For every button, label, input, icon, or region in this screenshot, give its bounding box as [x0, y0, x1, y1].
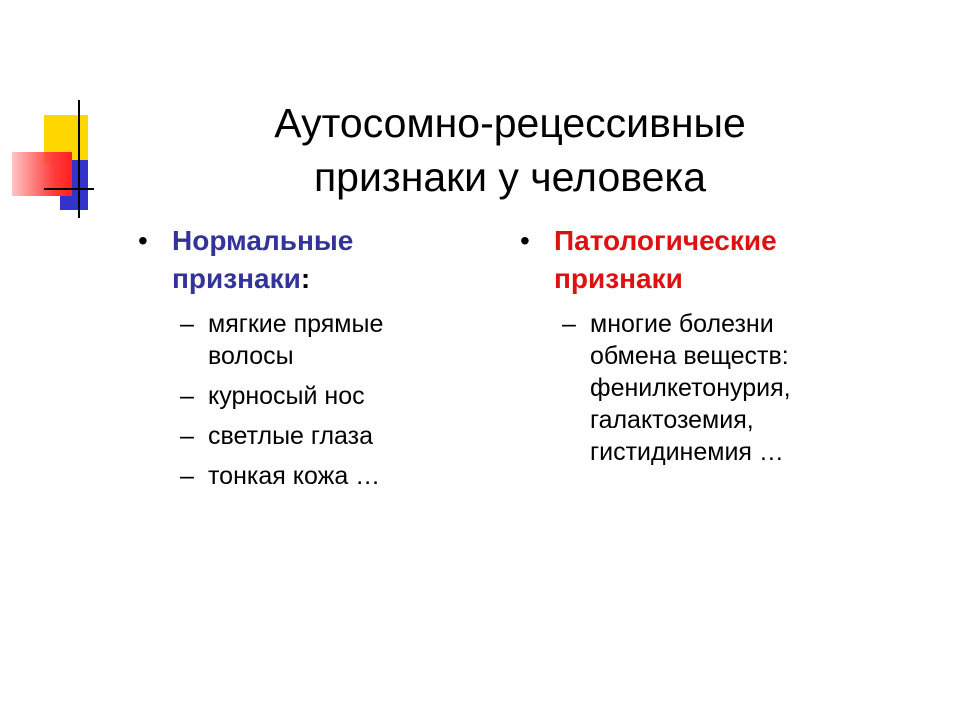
list-item-text: тонкая кожа …	[208, 462, 381, 490]
dash-icon: –	[562, 310, 576, 338]
left-column	[138, 222, 468, 500]
list-item-text: светлые глаза	[208, 422, 374, 450]
title-line-2: признаки у человека	[313, 154, 707, 200]
list-item-text: курносый нос	[208, 382, 365, 410]
right-heading: Патологические признаки	[554, 225, 777, 294]
list-item	[172, 380, 468, 412]
left-heading-colon: :	[300, 263, 311, 294]
dash-icon: –	[180, 382, 194, 410]
logo-horizontal-line	[44, 188, 94, 190]
list-item	[554, 308, 850, 468]
slide-title	[180, 96, 840, 204]
list-item	[172, 308, 468, 372]
dash-icon: –	[180, 310, 194, 338]
bullet-icon: •	[520, 225, 530, 256]
dash-icon: –	[180, 462, 194, 490]
dash-icon: –	[180, 422, 194, 450]
title-line-1: Аутосомно-рецессивные	[274, 100, 746, 146]
right-column	[520, 222, 850, 476]
left-sublist	[138, 308, 468, 492]
left-heading: Нормальные признаки	[172, 225, 354, 294]
list-item-text: мягкие прямые волосы	[208, 310, 384, 370]
list-item	[172, 420, 468, 452]
list-item-text: многие болезни обмена веществ: фенилкетонурия, галактоземия, гистидинемия …	[590, 310, 791, 466]
left-heading-item	[138, 222, 468, 298]
list-item	[172, 460, 468, 492]
right-heading-item	[520, 222, 850, 298]
decorative-logo	[0, 0, 120, 230]
bullet-icon: •	[138, 225, 148, 256]
right-sublist	[520, 308, 850, 468]
logo-vertical-line	[78, 100, 80, 218]
